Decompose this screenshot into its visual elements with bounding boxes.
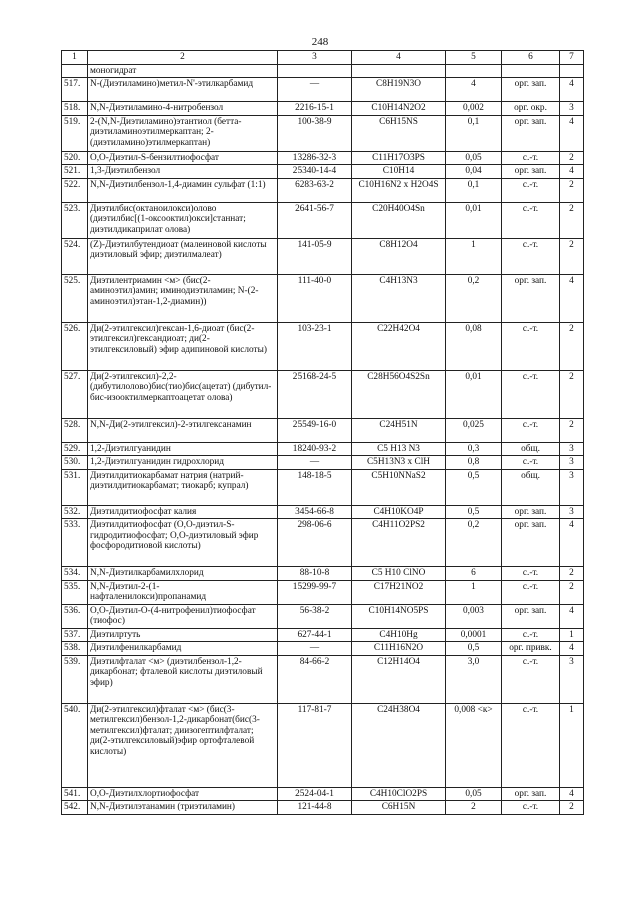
value-col-5: 0,08 — [446, 322, 502, 370]
table-row — [62, 165, 584, 179]
value-col-6: общ. — [502, 442, 560, 456]
value-col-7: 4 — [560, 78, 584, 102]
header-col-1: 1 — [62, 51, 88, 65]
cas-number: — — [278, 78, 352, 102]
value-col-7: 4 — [560, 787, 584, 801]
row-number: 537. — [62, 628, 88, 642]
substance-name: O,O-Диэтил-O-(4-нитрофенил)тиофосфат (тиофос) — [88, 604, 278, 628]
value-col-5: 0,8 — [446, 456, 502, 470]
value-col-5: 1 — [446, 238, 502, 274]
substance-name: Ди(2-этилгексил)-2,2-(дибутилолово)бис(тио)бис(ацетат) (дибутил-бис-изооктилмеркаптоацетат олова) — [88, 370, 278, 418]
value-col-7: 3 — [560, 456, 584, 470]
value-col-7: 1 — [560, 703, 584, 787]
table-row — [62, 604, 584, 628]
row-number: 518. — [62, 102, 88, 116]
value-col-7: 2 — [560, 238, 584, 274]
table-row — [62, 370, 584, 418]
value-col-5: 0,002 — [446, 102, 502, 116]
chemical-formula: C5 H10 ClNO — [352, 567, 446, 581]
value-col-7: 2 — [560, 418, 584, 442]
table-row — [62, 642, 584, 656]
value-col-7: 2 — [560, 801, 584, 815]
page-number: 248 — [311, 36, 329, 48]
row-number: 529. — [62, 442, 88, 456]
value-col-5: 0,01 — [446, 202, 502, 238]
value-col-7: 2 — [560, 567, 584, 581]
value-col-5: 0,01 — [446, 370, 502, 418]
value-col-6: орг. зап. — [502, 115, 560, 151]
value-col-7: 3 — [560, 655, 584, 703]
value-col-6: с.-т. — [502, 238, 560, 274]
table-row — [62, 567, 584, 581]
substance-name: Диэтилдитиокарбамат натрия (натрий-диэтилдитиокарбамат; тиокарб; купрал) — [88, 469, 278, 505]
cas-number: 13286-32-3 — [278, 151, 352, 165]
chemical-formula: C24H38O4 — [352, 703, 446, 787]
row-number: 534. — [62, 567, 88, 581]
row-number: 517. — [62, 78, 88, 102]
header-col-5: 5 — [446, 51, 502, 65]
cas-number: 18240-93-2 — [278, 442, 352, 456]
chemical-formula: C10H14 — [352, 165, 446, 179]
cas-number: 6283-63-2 — [278, 178, 352, 202]
value-col-6: общ. — [502, 469, 560, 505]
value-col-6: орг. окр. — [502, 102, 560, 116]
chemical-formula: C12H14O4 — [352, 655, 446, 703]
chemical-formula: C10H14N2O2 — [352, 102, 446, 116]
value-col-5: 0,04 — [446, 165, 502, 179]
value-col-5: 0,5 — [446, 505, 502, 519]
value-col-7: 2 — [560, 151, 584, 165]
chemical-formula: C4H10ClO2PS — [352, 787, 446, 801]
value-col-6: с.-т. — [502, 418, 560, 442]
table-row — [62, 102, 584, 116]
value-col-7: 4 — [560, 519, 584, 567]
value-col-5: 0,5 — [446, 642, 502, 656]
table-row — [62, 178, 584, 202]
row-number: 528. — [62, 418, 88, 442]
row-number: 520. — [62, 151, 88, 165]
value-col-7: 4 — [560, 274, 584, 322]
value-col-5: 6 — [446, 567, 502, 581]
substance-name: O,O-Диэтилхлортиофосфат — [88, 787, 278, 801]
cas-number: 627-44-1 — [278, 628, 352, 642]
row-number: 525. — [62, 274, 88, 322]
value-col-6: с.-т. — [502, 655, 560, 703]
value-col-5: 2 — [446, 801, 502, 815]
value-col-5: 0,008 <к> — [446, 703, 502, 787]
table-row — [62, 787, 584, 801]
substance-name: 1,2-Диэтилгуанидин гидрохлорид — [88, 456, 278, 470]
continuation-formula — [352, 64, 446, 78]
cas-number: 84-66-2 — [278, 655, 352, 703]
value-col-6: с.-т. — [502, 178, 560, 202]
value-col-5: 0,1 — [446, 115, 502, 151]
cas-number: 148-18-5 — [278, 469, 352, 505]
chemical-formula: C24H51N — [352, 418, 446, 442]
value-col-7: 3 — [560, 442, 584, 456]
header-col-7: 7 — [560, 51, 584, 65]
header-col-4: 4 — [352, 51, 446, 65]
value-col-7: 3 — [560, 102, 584, 116]
table-row — [62, 519, 584, 567]
table-row — [62, 628, 584, 642]
cas-number: 100-38-9 — [278, 115, 352, 151]
cas-number: 121-44-8 — [278, 801, 352, 815]
value-col-6: с.-т. — [502, 567, 560, 581]
substance-name: N,N-Ди(2-этилгексил)-2-этилгексанамин — [88, 418, 278, 442]
chemical-formula: C11H16N2O — [352, 642, 446, 656]
row-number: 523. — [62, 202, 88, 238]
row-number: 526. — [62, 322, 88, 370]
row-number: 524. — [62, 238, 88, 274]
value-col-5: 1 — [446, 580, 502, 604]
value-col-7: 2 — [560, 580, 584, 604]
value-col-5: 3,0 — [446, 655, 502, 703]
continuation-row — [62, 64, 584, 78]
value-col-7: 4 — [560, 165, 584, 179]
row-number: 541. — [62, 787, 88, 801]
substance-name: 2-(N,N-Диэтиламино)этантиол (бетта-диэтиламиноэтилмеркаптан; 2-(диэтиламино)этилмеркаптан) — [88, 115, 278, 151]
chemical-formula: C6H15N — [352, 801, 446, 815]
row-number: 540. — [62, 703, 88, 787]
header-col-2: 2 — [88, 51, 278, 65]
continuation-name: моногидрат — [88, 64, 278, 78]
value-col-5: 0,05 — [446, 151, 502, 165]
table-row — [62, 505, 584, 519]
row-number: 527. — [62, 370, 88, 418]
table-row — [62, 469, 584, 505]
cas-number: 2524-04-1 — [278, 787, 352, 801]
value-col-6: с.-т. — [502, 202, 560, 238]
cas-number: 56-38-2 — [278, 604, 352, 628]
chemical-formula: C17H21NO2 — [352, 580, 446, 604]
value-col-7: 1 — [560, 628, 584, 642]
chemical-formula: C4H10Hg — [352, 628, 446, 642]
table-row — [62, 274, 584, 322]
substance-name: O,O-Диэтил-S-бензилтиофосфат — [88, 151, 278, 165]
row-number: 538. — [62, 642, 88, 656]
value-col-6: орг. зап. — [502, 78, 560, 102]
header-col-3: 3 — [278, 51, 352, 65]
value-col-7: 4 — [560, 642, 584, 656]
chemical-formula: C10H16N2 x H2O4S — [352, 178, 446, 202]
value-col-6: с.-т. — [502, 801, 560, 815]
continuation-cas — [278, 64, 352, 78]
substance-name: Диэтилентриамин <м> (бис(2-аминоэтил)амин; иминодиэтиламин; N-(2-аминоэтил)этан-1,2-диамин)) — [88, 274, 278, 322]
row-number: 521. — [62, 165, 88, 179]
value-col-7: 4 — [560, 115, 584, 151]
chemical-formula: C20H40O4Sn — [352, 202, 446, 238]
substance-name: N,N-Диэтилэтанамин (триэтиламин) — [88, 801, 278, 815]
value-col-6: с.-т. — [502, 456, 560, 470]
cas-number: 298-06-6 — [278, 519, 352, 567]
substance-name: N,N-Диэтилбензол-1,4-диамин сульфат (1:1) — [88, 178, 278, 202]
value-col-7: 2 — [560, 202, 584, 238]
header-col-6: 6 — [502, 51, 560, 65]
chemical-formula: C10H14NO5PS — [352, 604, 446, 628]
cas-number: 15299-99-7 — [278, 580, 352, 604]
table-row — [62, 238, 584, 274]
chemical-formula: C5H13N3 x ClH — [352, 456, 446, 470]
substance-name: Диэтилртуть — [88, 628, 278, 642]
table-row — [62, 580, 584, 604]
table-row — [62, 151, 584, 165]
table-row — [62, 322, 584, 370]
value-col-6: орг. зап. — [502, 519, 560, 567]
value-col-6: орг. зап. — [502, 787, 560, 801]
table-row — [62, 202, 584, 238]
continuation-num — [62, 64, 88, 78]
value-col-6: с.-т. — [502, 628, 560, 642]
cas-number: — — [278, 456, 352, 470]
substance-name: Ди(2-этилгексил)гексан-1,6-диоат (бис(2-этилгексил)гександиоат; ди(2-этилгексиловый) эфир адипиновой кислоты) — [88, 322, 278, 370]
row-number: 531. — [62, 469, 88, 505]
substance-name: Диэтилфталат <м> (диэтилбензол-1,2-дикарбонат; фталевой кислоты диэтиловый эфир) — [88, 655, 278, 703]
value-col-5: 0,025 — [446, 418, 502, 442]
row-number: 530. — [62, 456, 88, 470]
cas-number: 2216-15-1 — [278, 102, 352, 116]
substance-name: Ди(2-этилгексил)фталат <м> (бис(3-метилгексил)бензол-1,2-дикарбонат(бис(3-метилгексил)фталат; диизогептилфталат; ди(2-этилгексиловый)эфир ортофталевой кислоты) — [88, 703, 278, 787]
value-col-5: 0,5 — [446, 469, 502, 505]
value-col-6: с.-т. — [502, 703, 560, 787]
table-row — [62, 655, 584, 703]
row-number: 536. — [62, 604, 88, 628]
value-col-5: 0,003 — [446, 604, 502, 628]
value-col-5: 0,3 — [446, 442, 502, 456]
table-row — [62, 418, 584, 442]
continuation-v6 — [502, 64, 560, 78]
substances-table — [61, 50, 584, 815]
substance-name: Диэтилдитиофосфат (O,O-диэтил-S-гидродитиофосфат; O,O-диэтиловый эфир фосфородитиовой кислоты) — [88, 519, 278, 567]
substance-name: 1,3-Диэтилбензол — [88, 165, 278, 179]
chemical-formula: C8H12O4 — [352, 238, 446, 274]
cas-number: 25340-14-4 — [278, 165, 352, 179]
row-number: 533. — [62, 519, 88, 567]
value-col-7: 3 — [560, 469, 584, 505]
table-row — [62, 115, 584, 151]
value-col-6: с.-т. — [502, 580, 560, 604]
cas-number: 141-05-9 — [278, 238, 352, 274]
chemical-formula: C4H10KO4P — [352, 505, 446, 519]
chemical-formula: C6H15NS — [352, 115, 446, 151]
value-col-6: орг. привк. — [502, 642, 560, 656]
chemical-formula: C4H11O2PS2 — [352, 519, 446, 567]
row-number: 519. — [62, 115, 88, 151]
chemical-formula: C28H56O4S2Sn — [352, 370, 446, 418]
cas-number: 88-10-8 — [278, 567, 352, 581]
value-col-7: 2 — [560, 178, 584, 202]
row-number: 539. — [62, 655, 88, 703]
value-col-6: с.-т. — [502, 151, 560, 165]
cas-number: 111-40-0 — [278, 274, 352, 322]
value-col-5: 0,2 — [446, 519, 502, 567]
cas-number: 2641-56-7 — [278, 202, 352, 238]
value-col-7: 2 — [560, 370, 584, 418]
value-col-6: с.-т. — [502, 322, 560, 370]
substance-name: Диэтилбис(октаноилокси)олово (диэтилбис[(1-оксооктил)окси]станнат; диэтилдикаприлат олова) — [88, 202, 278, 238]
chemical-formula: C5 H13 N3 — [352, 442, 446, 456]
cas-number: 103-23-1 — [278, 322, 352, 370]
row-number: 535. — [62, 580, 88, 604]
substance-name: N,N-Диэтиламино-4-нитробензол — [88, 102, 278, 116]
header-row — [62, 51, 584, 65]
value-col-6: с.-т. — [502, 370, 560, 418]
table-row — [62, 78, 584, 102]
substance-name: 1,2-Диэтилгуанидин — [88, 442, 278, 456]
cas-number: 117-81-7 — [278, 703, 352, 787]
substance-name: Диэтилдитиофосфат калия — [88, 505, 278, 519]
cas-number: — — [278, 642, 352, 656]
value-col-6: орг. зап. — [502, 505, 560, 519]
cas-number: 25168-24-5 — [278, 370, 352, 418]
chemical-formula: C11H17O3PS — [352, 151, 446, 165]
chemical-formula: C5H10NNaS2 — [352, 469, 446, 505]
row-number: 542. — [62, 801, 88, 815]
chemical-formula: C22H42O4 — [352, 322, 446, 370]
cas-number: 3454-66-8 — [278, 505, 352, 519]
substance-name: Диэтилфенилкарбамид — [88, 642, 278, 656]
chemical-formula: C8H19N3O — [352, 78, 446, 102]
cas-number: 25549-16-0 — [278, 418, 352, 442]
value-col-5: 0,1 — [446, 178, 502, 202]
substance-name: N,N-Диэтилкарбамилхлорид — [88, 567, 278, 581]
value-col-5: 4 — [446, 78, 502, 102]
substance-name: N-(Диэтиламино)метил-N'-этилкарбамид — [88, 78, 278, 102]
continuation-v7 — [560, 64, 584, 78]
chemical-formula: C4H13N3 — [352, 274, 446, 322]
table-row — [62, 442, 584, 456]
value-col-5: 0,05 — [446, 787, 502, 801]
row-number: 522. — [62, 178, 88, 202]
value-col-7: 3 — [560, 505, 584, 519]
table-row — [62, 703, 584, 787]
table-row — [62, 801, 584, 815]
row-number: 532. — [62, 505, 88, 519]
value-col-5: 0,2 — [446, 274, 502, 322]
substance-name: (Z)-Диэтилбутендиоат (малеиновой кислоты диэтиловый эфир; диэтилмалеат) — [88, 238, 278, 274]
value-col-7: 4 — [560, 604, 584, 628]
value-col-5: 0,0001 — [446, 628, 502, 642]
continuation-v5 — [446, 64, 502, 78]
substance-name: N,N-Диэтил-2-(1-нафталенилокси)пропанамид — [88, 580, 278, 604]
value-col-6: орг. зап. — [502, 274, 560, 322]
value-col-6: орг. зап. — [502, 165, 560, 179]
value-col-6: орг. зап. — [502, 604, 560, 628]
value-col-7: 2 — [560, 322, 584, 370]
table-row — [62, 456, 584, 470]
